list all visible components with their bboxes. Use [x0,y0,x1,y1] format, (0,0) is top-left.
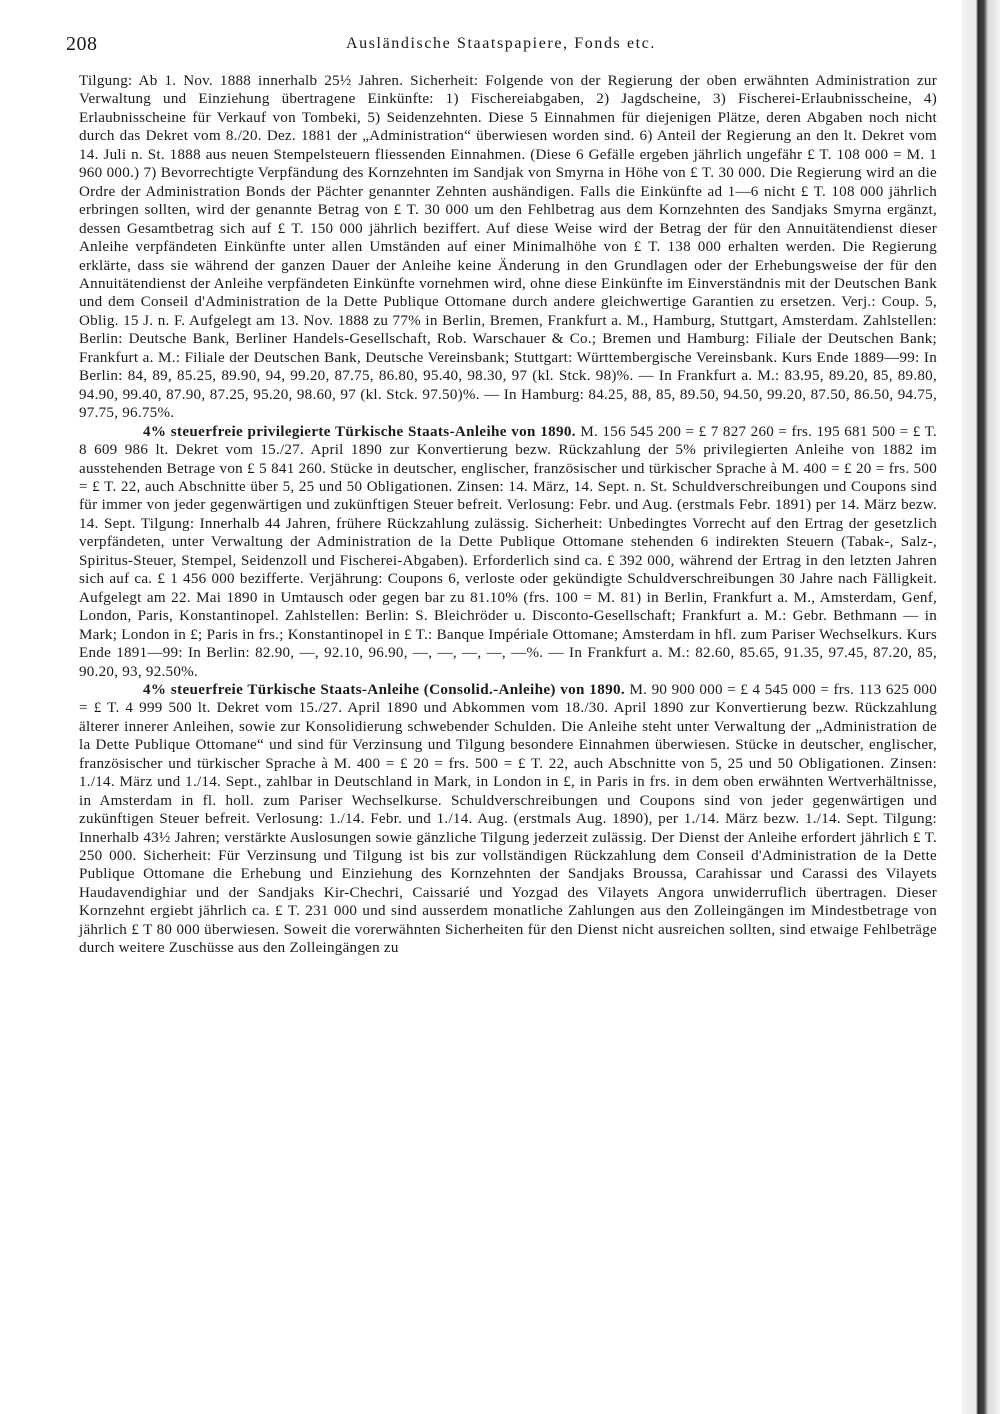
entry-consolid-anleihe-1890 [79,681,937,958]
entry-heading: 4% steuerfreie Türkische Staats-Anleihe (Consolid.-Anleihe) von 1890. [143,681,630,698]
page-binding-edge [962,0,1000,1414]
page-number: 208 [66,33,98,55]
paragraph-text: M. 90 900 000 = £ 4 545 000 = frs. 113 625 000 = £ T. 4 999 500 lt. Dekret vom 15./27. April 1890 und Abkommen vom 18./30. April 1890 zur Konvertierung bezw. Rückzahlung älterer innerer Anleihen, sowie zur Konsolidierung schwebender Schulden. Die Anleihe steht unter Verwaltung der „Administration de la Dette Publique Ottomane“ und sind für Verzinsung und Tilgung besondere Einnahmen überwiesen. Stücke in deutscher, englischer, französischer und türkischer Sprache à M. 400 = £ 20 = frs. 500 = £ T. 22, auch Abschnitte von 5, 25 und 50 Obligationen. Zinsen: 1./14. März und 1./14. Sept., zahlbar in Deutschland in Mark, in London in £, in Paris in frs. in dem oben erwähnten Wertverhältnisse, in Amsterdam in fl. holl. zum Pariser Wechselkurse. Schuldverschreibungen und Coupons sind von jeder gegenwärtigen und zukünftigen Steuer befreit. Verlosung: 1./14. Febr. und 1./14. Aug. (erstmals Aug. 1890), per 1./14. März bezw. 1./14. Sept. Tilgung: Innerhalb 43½ Jahren; verstärkte Auslosungen sowie gänzliche Tilgung jederzeit zulässig. Der Dienst der Anleihe erfordert jährlich £ T. 250 000. Sicherheit: Für Verzinsung und Tilgung ist bis zur vollständigen Rückzahlung dem Conseil d'Administration de la Dette Publique Ottomane die Erhebung und Einziehung des Kornzehnten der Sandjaks Broussa, Carahissar und Carassi des Vilayets Haudavendighiar und der Sandjaks Kir-Chechri, Caissarié und Yozgad des Vilayets Angora unwiderruflich übertragen. Dieser Kornzehnt ergiebt jährlich ca. £ T. 231 000 und sind ausserdem monatliche Zahlungen aus den Zolleingängen im Mindestbetrage von jährlich £ T 80 000 überwiesen. Soweit die vorerwähnten Sicherheiten für den Dienst nicht ausreichen sollten, sind etwaige Fehlbeträge durch weitere Zuschüsse aus den Zolleingängen zu [79,681,937,957]
entry-heading: 4% steuerfreie privilegierte Türkische Staats-Anleihe von 1890. [143,423,581,440]
paragraph-text: Tilgung: Ab 1. Nov. 1888 innerhalb 25½ Jahren. Sicherheit: Folgende von der Regierung der oben erwähnten Administration zur Verwaltung und Einziehung übertragene Einkünfte: 1) Fischereiabgaben, 2) Jagdscheine, 3) Fischerei-Erlaubnisscheine, 4) Erlaubnisscheine für Verkauf von Tombeki, 5) Seidenzehnten. Diese 5 Einnahmen für diejenigen Plätze, deren Abgaben noch nicht durch das Dekret vom 8./20. Dez. 1881 der „Administration“ überwiesen worden sind. 6) Anteil der Regierung an den lt. Dekret vom 14. Juli n. St. 1888 aus neuen Stempelsteuern fliessenden Einnahmen. (Diese 6 Gefälle ergeben jährlich ungefähr £ T. 108 000 = M. 1 960 000.) 7) Bevorrechtigte Verpfändung des Kornzehnten im Sandjak von Smyrna in Höhe von £ T. 30 000. Die Regierung wird an die Ordre der Administration Bonds der Pächter genannter Zehnten aushändigen. Falls die Einkünfte ad 1—6 nicht £ T. 108 000 jährlich erbringen sollten, wird der genannte Betrag von £ T. 30 000 um den Fehlbetrag aus dem Kornzehnten des Sandjaks Smyrna ergänzt, dessen Gesamtbetrag sich auf £ T. 150 000 jährlich beziffert. Auf diese Weise wird der Betrag der für den Annuitätendienst dieser Anleihe verpfändeten Einkünfte unter allen Umständen auf einer Minimalhöhe von £ T. 138 000 erhalten werden. Die Regierung erklärte, dass sie während der ganzen Dauer der Anleihe keine Änderung in den Grundlagen oder der Erhebungsweise der für den Annuitätendienst der Anleihe verpfändeten Einkünfte vornehmen wird, ohne diese Einkünfte im Einverständnis mit der Deutschen Bank und dem Conseil d'Administration de la Dette Publique Ottomane durch andere gleichwertige Garantien zu ersetzen. Verj.: Coup. 5, Oblig. 15 J. n. F. Aufgelegt am 13. Nov. 1888 zu 77% in Berlin, Bremen, Frankfurt a. M., Hamburg, Stuttgart, Amsterdam. Zahlstellen: Berlin: Deutsche Bank, Berliner Handels-Gesellschaft, Rob. Warschauer & Co.; Bremen und Hamburg: Filiale der Deutschen Bank; Frankfurt a. M.: Filiale der Deutschen Bank, Deutsche Vereinsbank; Stuttgart: Württembergische Vereinsbank. Kurs Ende 1889—99: In Berlin: 84, 89, 85.25, 89.90, 94, 99.20, 87.75, 86.80, 95.40, 98.30, 97 (kl. Stck. 98)%. — In Frankfurt a. M.: 83.95, 89.20, 85, 89.80, 94.90, 99.40, 87.90, 87.25, 95.20, 98.60, 97 (kl. Stck. 97.50)%. — In Hamburg: 84.25, 88, 85, 89.50, 94.50, 99.20, 87.50, 86.50, 94.75, 97.75, 96.75%. [79,73,937,422]
entry-privilegierte-anleihe-1890 [79,423,937,681]
page-header [66,33,936,59]
page-body [79,72,937,958]
entry-continuation-paragraph [79,72,937,423]
paragraph-text: M. 156 545 200 = £ 7 827 260 = frs. 195 681 500 = £ T. 8 609 986 lt. Dekret vom 15./27. April 1890 zur Konvertierung bezw. Rückzahlung der 5% privilegierten Anleihe von 1882 im ausstehenden Betrage von £ 5 841 260. Stücke in deutscher, englischer, französischer und türkischer Sprache à M. 400 = £ 20 = frs. 500 = £ T. 22, auch Abschnitte über 5, 25 und 50 Obligationen. Zinsen: 14. März, 14. Sept. n. St. Schuldverschreibungen und Coupons sind für immer von jeder gegenwärtigen und zukünftigen Steuer befreit. Verlosung: Febr. und Aug. (erstmals Febr. 1891) per 14. März bezw. 14. Sept. Tilgung: Innerhalb 44 Jahren, frühere Rückzahlung zulässig. Sicherheit: Unbedingtes Vorrecht auf den Ertrag der gesetzlich verpfändeten, unter Verwaltung der Administration de la Dette Publique Ottomane stehenden 6 indirekten Steuern (Tabak-, Salz-, Spiritus-Steuer, Stempel, Seidenzoll und Fischerei-Abgaben). Erforderlich sind ca. £ 392 000, während der Ertrag in den letzten Jahren sich auf ca. £ 1 456 000 bezifferte. Verjährung: Coupons 6, verloste oder gekündigte Schuldverschreibungen 30 Jahre nach Fälligkeit. Aufgelegt am 22. Mai 1890 in Umtausch oder gegen bar zu 81.10% (frs. 100 = M. 81) in Berlin, Frankfurt a. M., Amsterdam, Genf, London, Paris, Konstantinopel. Zahlstellen: Berlin: S. Bleichröder u. Disconto-Gesellschaft; Frankfurt a. M.: Gebr. Bethmann — in Mark; London in £; Paris in frs.; Konstantinopel in £ T.: Banque Impériale Ottomane; Amsterdam in hfl. zum Pariser Wechselkurs. Kurs Ende 1891—99: In Berlin: 82.90, —, 92.10, 96.90, —, —, —, —, —%. — In Frankfurt a. M.: 82.60, 85.65, 91.35, 97.45, 87.20, 85, 90.20, 93, 92.50%. [79,423,937,680]
running-title: Ausländische Staatspapiere, Fonds etc. [345,35,657,52]
